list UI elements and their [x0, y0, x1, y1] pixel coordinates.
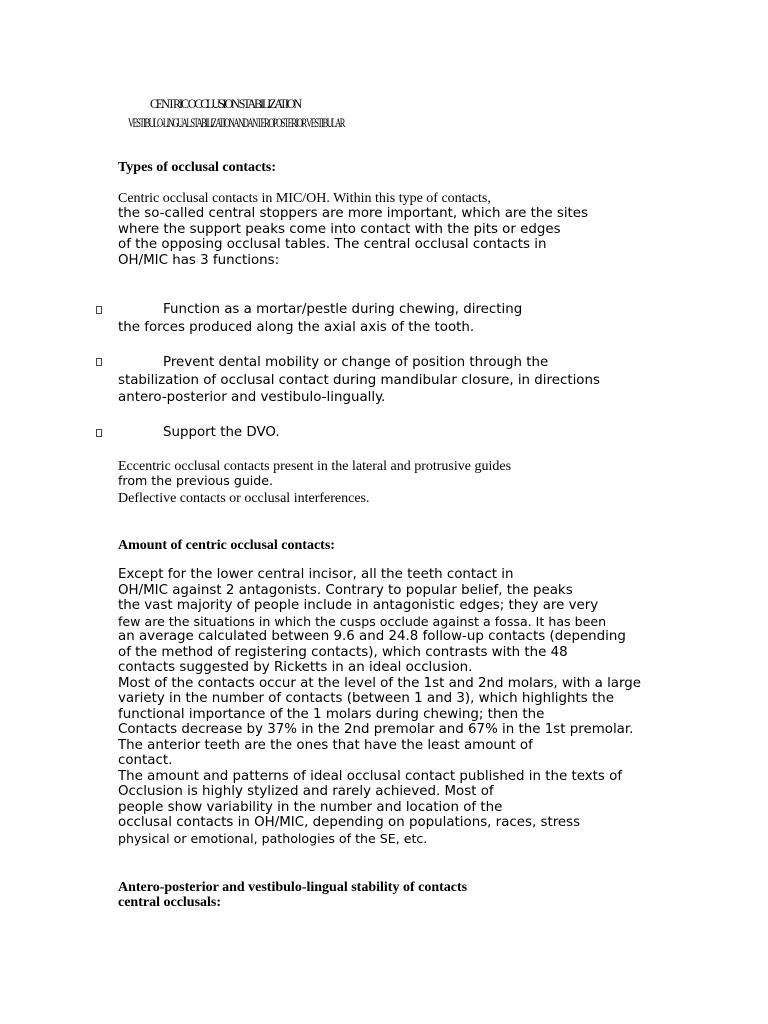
types-heading: Types of occlusal contacts:: [118, 160, 276, 175]
paragraph-line: an average calculated between 9.6 and 24.8 follow-up contacts (depending: [118, 629, 626, 644]
bullet-box-icon: [96, 306, 102, 314]
paragraph-line: The anterior teeth are the ones that have the least amount of: [118, 737, 533, 753]
paragraph-line: the vast majority of people include in antagonistic edges; they are very: [118, 598, 599, 613]
header-title-line-2: VESTIBULO-LINGUAL STABILIZATION AND ANTEROPOSTERIOR VESTIBULAR: [128, 116, 344, 130]
bullet-cont-line: the forces produced along the axial axis of the tooth.: [118, 319, 475, 335]
paragraph-line: physical or emotional, pathologies of the SE, etc.: [118, 830, 428, 846]
bullet-item-1: [118, 301, 522, 336]
bullet-item-3: [118, 424, 280, 442]
paragraph-line: occlusal contacts in OH/MIC, depending on populations, races, stress: [118, 815, 581, 830]
paragraph-line: of the opposing occlusal tables. The central occlusal contacts in: [118, 237, 547, 252]
paragraph-line: contact.: [118, 753, 173, 768]
paragraph-line: OH/MIC has 3 functions:: [118, 252, 280, 268]
paragraph-line: where the support peaks come into contact with the pits or edges: [118, 221, 561, 237]
paragraph-line: Except for the lower central incisor, all the teeth contact in: [118, 567, 514, 582]
bullet-item-2: [118, 354, 600, 407]
paragraph-line: Contacts decrease by 37% in the 2nd premolar and 67% in the 1st premolar.: [118, 722, 634, 737]
paragraph-line: functional importance of the 1 molars during chewing; then the: [118, 706, 545, 722]
header-title-line-1: CENTRIC OCCLUSION STABILIZATION: [150, 97, 300, 111]
eccentric-line-2: from the previous guide.: [118, 473, 274, 488]
bullet-cont-line: antero-posterior and vestibulo-lingually.: [118, 390, 386, 405]
bullet-cont-line: stabilization of occlusal contact during mandibular closure, in directions: [118, 372, 600, 388]
eccentric-line-3: Deflective contacts or occlusal interferences.: [118, 491, 370, 506]
types-intro-serif: Centric occlusal contacts in MIC/OH. Within this type of contacts,: [118, 191, 491, 206]
paragraph-line: The amount and patterns of ideal occlusal contact published in the texts of: [118, 768, 623, 784]
bullet-first-line: Function as a mortar/pestle during chewing, directing: [163, 302, 523, 317]
paragraph-line: Occlusion is highly stylized and rarely achieved. Most of: [118, 784, 494, 799]
amount-paragraph: [118, 567, 641, 846]
stability-heading-line-2: central occlusals:: [118, 895, 222, 910]
amount-heading: Amount of centric occlusal contacts:: [118, 538, 335, 553]
bullet-first-line: Prevent dental mobility or change of position through the: [163, 355, 549, 370]
types-intro-paragraph: [118, 206, 588, 268]
eccentric-line-1: Eccentric occlusal contacts present in the lateral and protrusive guides: [118, 459, 512, 474]
paragraph-line: people show variability in the number and location of the: [118, 799, 503, 815]
paragraph-line: variety in the number of contacts (between 1 and 3), which highlights the: [118, 691, 614, 706]
bullet-box-icon: [96, 429, 102, 437]
paragraph-line: OH/MIC against 2 antagonists. Contrary to popular belief, the peaks: [118, 582, 573, 598]
bullet-first-line: Support the DVO.: [163, 425, 280, 440]
paragraph-line: contacts suggested by Ricketts in an ideal occlusion.: [118, 660, 473, 675]
paragraph-line: Most of the contacts occur at the level of the 1st and 2nd molars, with a large: [118, 675, 642, 691]
paragraph-line: few are the situations in which the cusps occlude against a fossa. It has been: [118, 613, 607, 629]
paragraph-line: of the method of registering contacts), which contrasts with the 48: [118, 644, 568, 660]
paragraph-line: the so-called central stoppers are more important, which are the sites: [118, 206, 588, 221]
stability-heading-line-1: Antero-posterior and vestibulo-lingual stability of contacts: [118, 880, 468, 895]
bullet-box-icon: [96, 358, 102, 366]
